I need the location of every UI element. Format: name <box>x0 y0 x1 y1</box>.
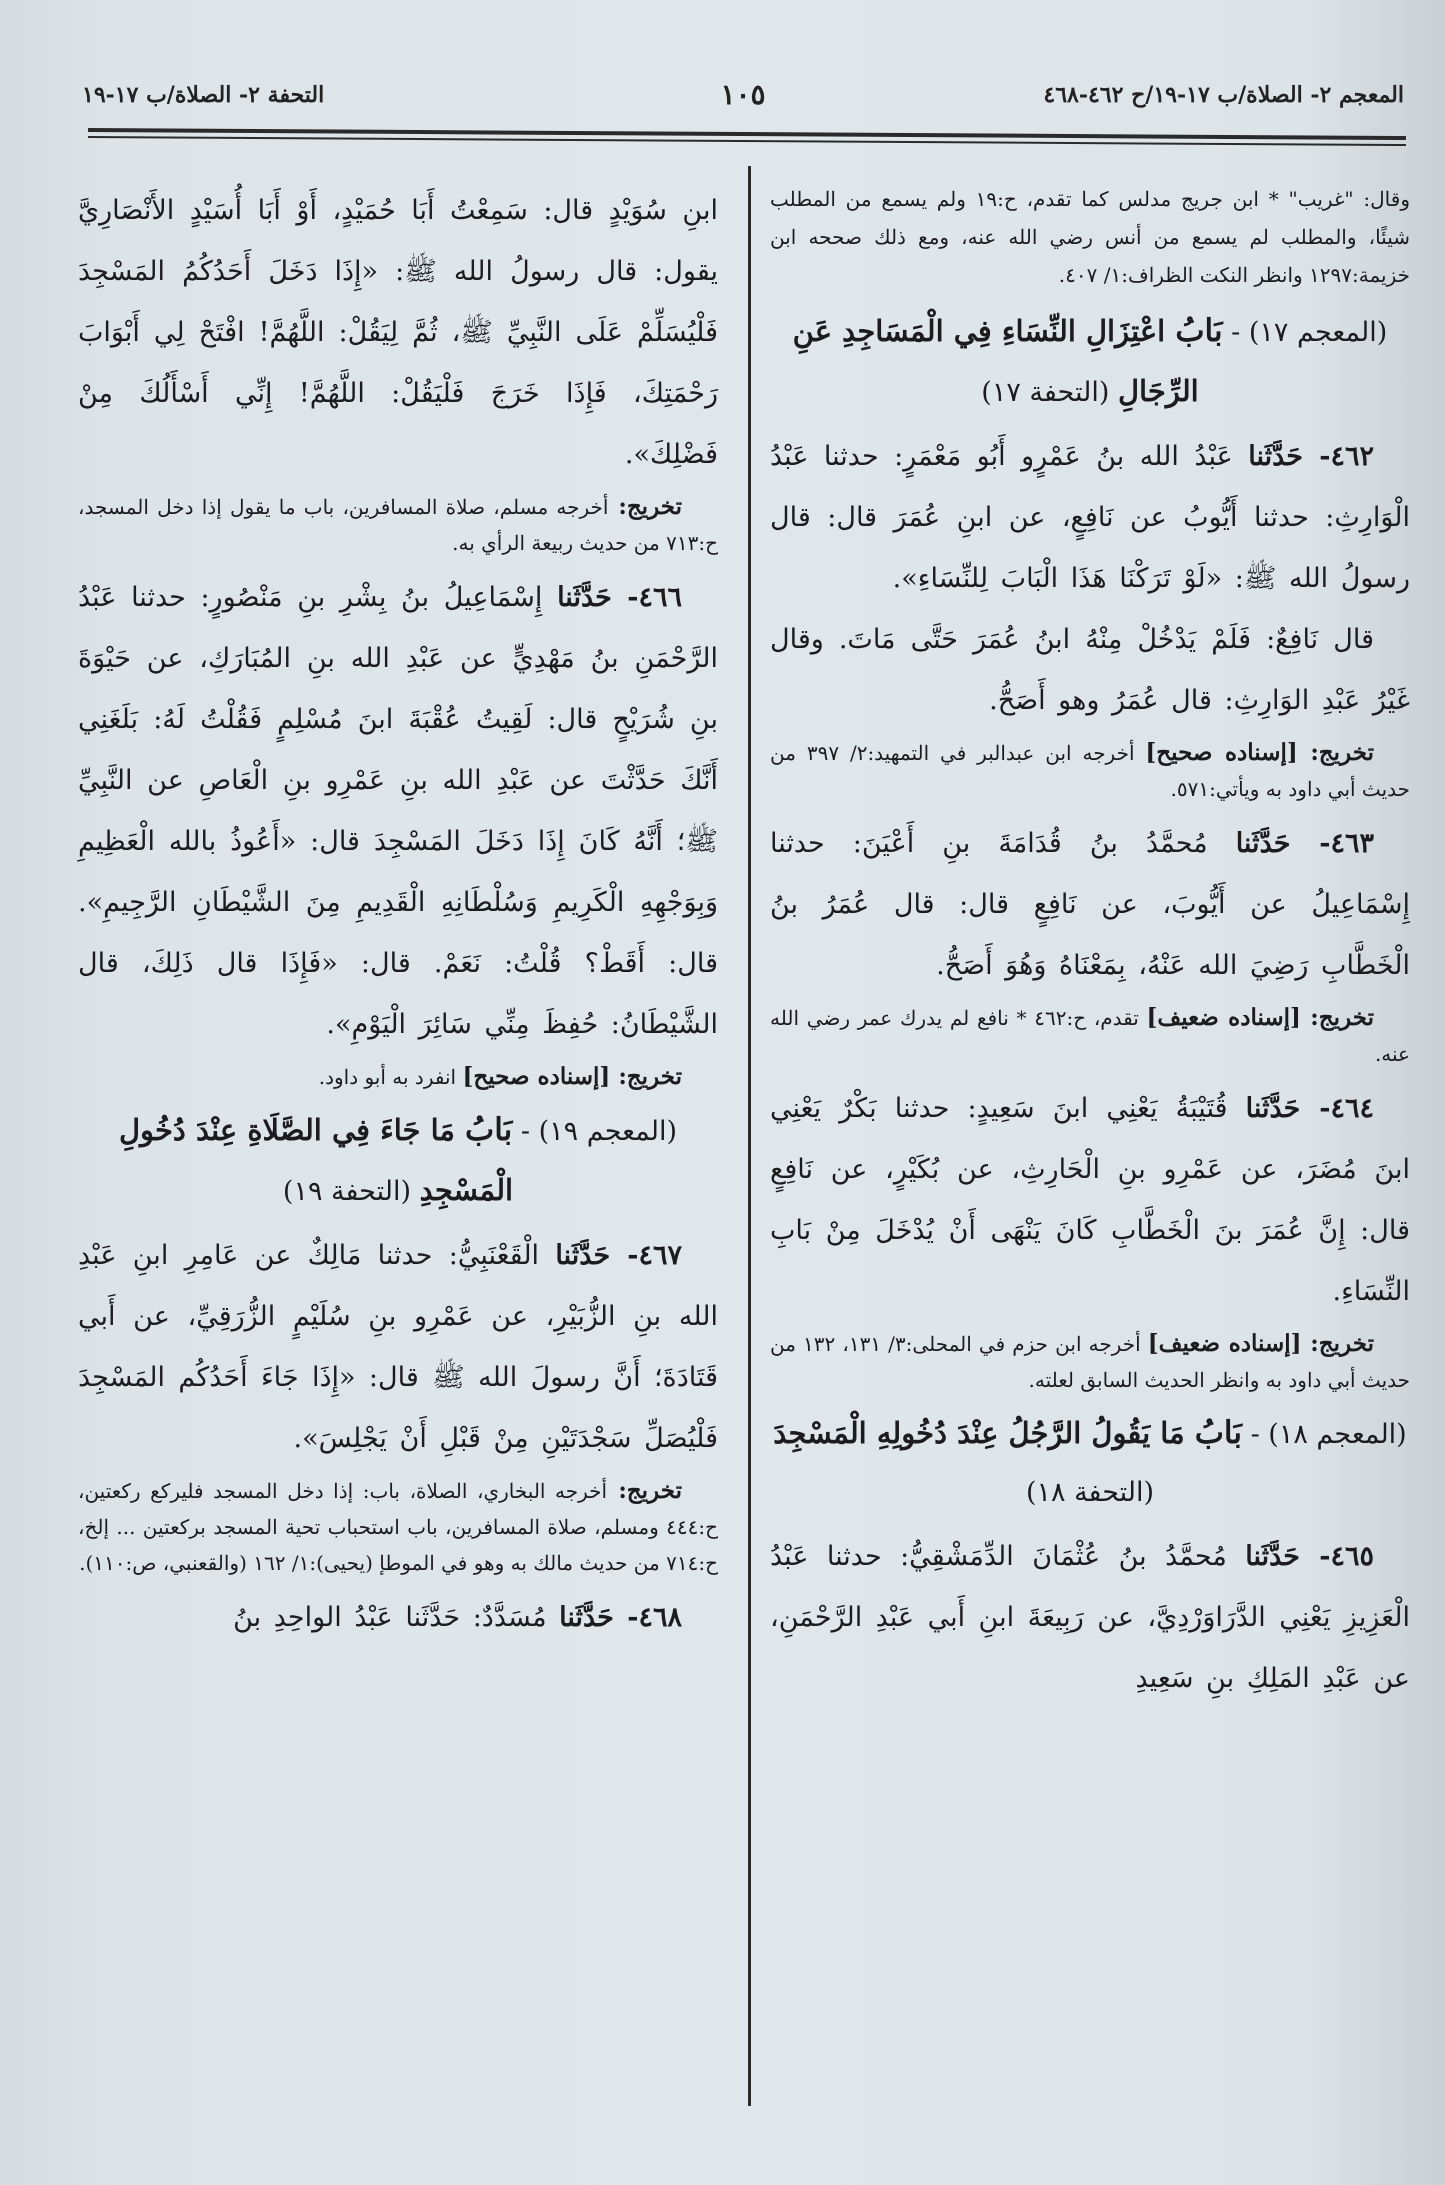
chapter-bab: بَابُ <box>1194 1415 1242 1451</box>
takhrij-text: أخرجه البخاري، الصلاة، باب: إذا دخل المسجد فليركع ركعتين، ح:٤٤٤ ومسلم، صلاة المسافرين، باب استحباب تحية المسجد بركعتين ... إلخ، ح:٧١٤ من حديث مالك به وهو في الموطإ (يحيى):١/ ١٦٢ (والقعنبي، ص:١١٠). <box>78 1479 718 1575</box>
hadith-462-comment: قال نَافِعٌ: فَلَمْ يَدْخُلْ مِنْهُ ابنُ عُمَرَ حَتَّى مَاتَ. وقال غَيْرُ عَبْدِ الوَارِثِ: قال عُمَرُ وهو أَصَحُّ. <box>770 624 1410 716</box>
chapter-title: اعْتِزَالِ النِّسَاءِ فِي الْمَسَاجِدِ عَنِ الرِّجَالِ <box>792 314 1199 408</box>
takhrij-text: أخرجه ابن حزم في المحلى:٣/ ١٣١، ١٣٢ من حديث أبي داود به وانظر الحديث السابق لعلته. <box>770 1332 1410 1392</box>
chapter-prefix: (المعجم ١٨) - <box>1242 1419 1407 1450</box>
hadith-text: مُسَدَّدٌ: حَدَّثَنا عَبْدُ الواحِدِ بنُ <box>233 1602 560 1633</box>
column-divider <box>748 166 751 2106</box>
hadith-462 <box>770 426 1410 609</box>
chapter-bab: بَابُ <box>465 1112 513 1148</box>
chapter-heading-17 <box>770 302 1410 422</box>
isnad-grade: [إسناده ضعيف] <box>1147 1330 1302 1357</box>
hadith-number: ٤٦٦- حَدَّثَنا <box>557 582 683 613</box>
chapter-heading-18 <box>770 1404 1410 1522</box>
header-mujam-reference: المعجم ٢- الصلاة/ب ١٧-١٩/ح ٤٦٢-٤٦٨ <box>1043 82 1404 108</box>
takhrij-466 <box>78 1059 718 1095</box>
isnad-grade: [إسناده ضعيف] <box>1146 1004 1301 1031</box>
hadith-text: عَبْدُ الله بنُ عَمْرٍو أَبُو مَعْمَرٍ: حدثنا عَبْدُ الْوَارِثِ: حدثنا أَيُّوبُ عن نَافِعٍ، عن ابنِ عُمَرَ قال: قال رسولُ الله ﷺ: «لَوْ تَرَكْنَا هَذَا الْبَابَ لِلنِّسَاءِ». <box>770 441 1410 594</box>
chapter-bab: بَابُ <box>1175 313 1223 349</box>
isnad-grade: [إسناده صحيح] <box>1145 739 1298 766</box>
footnote-continuation: وقال: "غريب" * ابن جريج مدلس كما تقدم، ح:١٩ ولم يسمع من المطلب شيئًا، والمطلب لم يسمع من أنس رضي الله عنه، ومع ذلك صححه ابن خزيمة:١٢٩٧ وانظر النكت الظراف:١/ ٤٠٧. <box>770 187 1410 287</box>
running-header <box>82 78 1404 126</box>
chapter-title: مَا يَقُولُ الرَّجُلُ عِنْدَ دُخُولِهِ الْمَسْجِدَ <box>773 1416 1195 1450</box>
hadith-466 <box>78 567 718 1055</box>
chapter-suffix: (التحفة ١٧) <box>981 377 1118 408</box>
takhrij-label: تخريج: <box>610 1063 682 1090</box>
chapter-heading-19 <box>78 1101 718 1221</box>
takhrij-467 <box>78 1473 718 1581</box>
takhrij-label: تخريج: <box>1301 1330 1374 1357</box>
hadith-text: مُحمَّدُ بنُ عُثْمَانَ الدِّمَشْقِيُّ: حدثنا عَبْدُ الْعَزِيزِ يَعْنِي الدَّرَاوَرْدِيَّ، عن رَبِيعَةَ ابنِ أَبي عَبْدِ الرَّحْمَنِ، عن عَبْدِ المَلِكِ بنِ سَعِيدِ <box>770 1541 1410 1694</box>
isnad-grade: [إسناده صحيح] <box>462 1063 611 1090</box>
page-number: ١٠٥ <box>720 78 766 111</box>
takhrij-text: أخرجه ابن عبدالبر في التمهيد:٢/ ٣٩٧ من حديث أبي داود به ويأتي:٥٧١. <box>770 741 1410 801</box>
header-double-rule <box>88 128 1406 146</box>
hadith-number: ٤٦٧- حَدَّثَنا <box>555 1240 683 1271</box>
takhrij-text: أخرجه مسلم، صلاة المسافرين، باب ما يقول إذا دخل المسجد، ح:٧١٣ من حديث ربيعة الرأي به. <box>78 495 718 555</box>
hadith-text: الْقَعْنَبِيُّ: حدثنا مَالِكٌ عن عَامِرِ ابنِ عَبْدِ الله بنِ الزُّبَيْرِ، عن عَمْرِو بنِ سُلَيْمٍ الزُّرَقِيِّ، عن أَبي قَتَادَةَ؛ أَنَّ رسولَ الله ﷺ قال: «إِذَا جَاءَ أَحَدُكُم المَسْجِدَ فَلْيُصَلِّ سَجْدَتَيْنِ مِنْ قَبْلِ أَنْ يَجْلِسَ». <box>78 1240 718 1454</box>
hadith-number: ٤٦٥- حَدَّثَنا <box>1245 1541 1374 1572</box>
chapter-prefix: (المعجم ١٧) - <box>1222 317 1388 348</box>
takhrij-464 <box>770 1326 1410 1398</box>
hadith-464 <box>770 1078 1410 1322</box>
hadith-text: مُحمَّدُ بنُ قُدَامَةَ بنِ أَعْيَنَ: حدثنا إِسْمَاعِيلُ عن أَيُّوبَ، عن نَافِعٍ قال: قال عُمَرُ بنُ الْخَطَّابِ رَضِيَ الله عَنْهُ، بِمَعْنَاهُ وَهُوَ أَصَحُّ. <box>770 828 1410 981</box>
hadith-text: إِسْمَاعِيلُ بنُ بِشْرِ بنِ مَنْصُورٍ: حدثنا عَبْدُ الرَّحْمَنِ بنُ مَهْدِيٍّ عن عَبْدِ الله بنِ المُبَارَكِ، عن حَيْوَةَ بنِ شُرَيْحٍ قال: لَقِيتُ عُقْبَةَ ابنَ مُسْلِمٍ فَقُلْتُ لَهُ: بَلَغَنِي أَنَّكَ حَدَّثْتَ عن عَبْدِ الله بنِ عَمْرِو بنِ الْعَاصِ عن النَّبِيِّ ﷺ؛ أَنَّهُ كَانَ إِذَا دَخَلَ المَسْجِدَ قال: «أَعُوذُ بالله الْعَظِيمِ وَبِوَجْهِهِ الْكَرِيمِ وَسُلْطَانِهِ الْقَدِيمِ مِنَ الشَّيْطَانِ الرَّجِيمِ». قال: أَقَطْ؟ قُلْتُ: نَعَمْ. قال: «فَإِذَا قال ذَلِكَ، قال الشَّيْطَانُ: حُفِظَ مِنِّي سَائِرَ الْيَوْمِ». <box>78 582 718 1040</box>
hadith-463 <box>770 813 1410 996</box>
hadith-number: ٤٦٨- حَدَّثَنا <box>559 1602 682 1633</box>
takhrij-465 <box>78 489 718 561</box>
takhrij-label: تخريج: <box>1300 1004 1374 1031</box>
left-column <box>78 180 718 1648</box>
takhrij-463 <box>770 1000 1410 1072</box>
hadith-number: ٤٦٤- حَدَّثَنا <box>1245 1093 1374 1124</box>
takhrij-text: انفرد به أبو داود. <box>318 1065 463 1089</box>
hadith-465-continuation: ابنِ سُوَيْدٍ قال: سَمِعْتُ أَبَا حُمَيْدٍ، أَوْ أَبَا أُسَيْدٍ الأَنْصَارِيَّ يقول: قال رسولُ الله ﷺ: «إِذَا دَخَلَ أَحَدُكُمُ المَسْجِدَ فَلْيُسَلِّمْ عَلَى النَّبِيِّ ﷺ، ثُمَّ لِيَقُلْ: اللَّهُمَّ! افْتَحْ لِي أَبْوَابَ رَحْمَتِكَ، فَإِذَا خَرَجَ فَلْيَقُلْ: اللَّهُمَّ! إِنِّي أَسْأَلُكَ مِنْ فَضْلِكَ». <box>78 195 718 470</box>
takhrij-label: تخريج: <box>607 1477 682 1504</box>
chapter-suffix: (التحفة ١٨) <box>1025 1477 1155 1508</box>
chapter-suffix: (التحفة ١٩) <box>282 1176 420 1207</box>
hadith-468 <box>78 1587 718 1648</box>
hadith-467 <box>78 1225 718 1469</box>
chapter-prefix: (المعجم ١٩) - <box>512 1116 678 1147</box>
takhrij-text: تقدم، ح:٤٦٢ * نافع لم يدرك عمر رضي الله عنه. <box>770 1006 1410 1066</box>
hadith-number: ٤٦٢- حَدَّثَنا <box>1248 441 1375 472</box>
hadith-text: قُتَيْبَةُ يَعْنِي ابنَ سَعِيدٍ: حدثنا بَكْرٌ يَعْنِي ابنَ مُضَرَ، عن عَمْرِو بنِ الْحَارِثِ، عن بُكَيْرٍ، عن نَافِعٍ قال: إِنَّ عُمَرَ بنَ الْخَطَّابِ كَانَ يَنْهَى أَنْ يُدْخَلَ مِنْ بَابِ النِّسَاءِ. <box>770 1093 1410 1307</box>
chapter-title: مَا جَاءَ فِي الصَّلَاةِ عِنْدَ دُخُولِ الْمَسْجِدِ <box>118 1113 514 1207</box>
takhrij-label: تخريج: <box>1297 739 1374 766</box>
hadith-number: ٤٦٣- حَدَّثَنا <box>1235 828 1375 859</box>
header-tuhfa-reference: التحفة ٢- الصلاة/ب ١٧-١٩ <box>82 82 325 108</box>
right-column <box>770 180 1410 1709</box>
takhrij-462 <box>770 735 1410 807</box>
hadith-465 <box>770 1526 1410 1709</box>
takhrij-label: تخريج: <box>608 493 683 520</box>
